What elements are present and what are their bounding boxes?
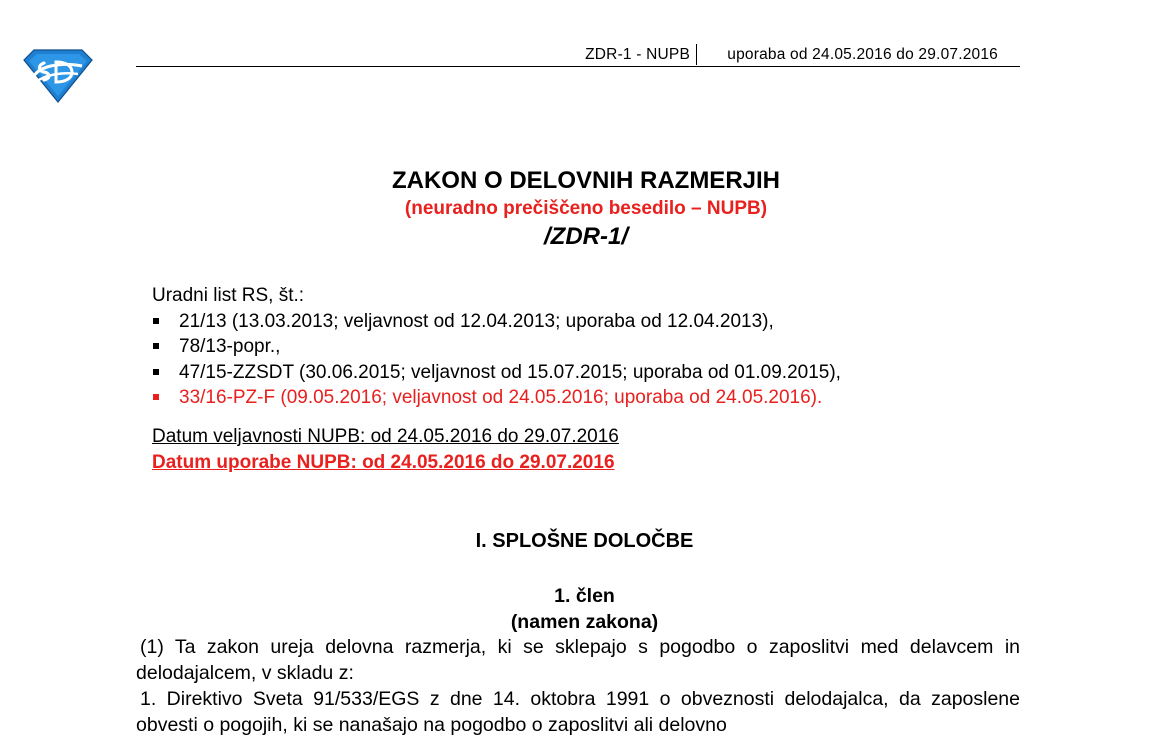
gazette-item	[152, 309, 1032, 335]
gazette-item-highlighted	[152, 385, 1032, 411]
gazette-item-text: 33/16-PZ-F (09.05.2016; veljavnost od 24.05.2016; uporaba od 24.05.2016).	[179, 387, 823, 408]
bullet-square-icon	[153, 343, 159, 349]
gazette-item	[152, 360, 1032, 386]
bullet-square-icon	[153, 394, 159, 400]
gazette-item-text: 78/13-popr.,	[179, 336, 281, 357]
header-doc-code: ZDR-1 - NUPB	[585, 46, 690, 63]
gazette-label: Uradni list RS, št.:	[152, 285, 305, 306]
header-separator	[696, 44, 698, 65]
bullet-square-icon	[153, 369, 159, 375]
article-body	[136, 634, 1020, 738]
nupb-dates	[152, 424, 619, 475]
article-paragraph: (1) Ta zakon ureja delovna razmerja, ki se sklepajo s pogodbo o zaposlitvi med delavcem in delodajalcem, v skladu z:	[136, 636, 1020, 684]
title-block	[0, 166, 1157, 252]
article-heading	[0, 583, 1157, 635]
law-title: ZAKON O DELOVNIH RAZMERJIH	[391, 167, 780, 194]
validity-date: Datum veljavnosti NUPB: od 24.05.2016 do 29.07.2016	[152, 426, 619, 447]
header-validity: uporaba od 24.05.2016 do 29.07.2016	[727, 46, 998, 63]
law-subtitle: (neuradno prečiščeno besedilo – NUPB)	[404, 198, 768, 219]
ius-software-logo-icon	[20, 46, 96, 106]
gazette-list	[152, 283, 1032, 411]
bullet-square-icon	[153, 318, 159, 324]
gazette-item	[152, 334, 1032, 360]
article-number: 1. člen	[554, 585, 615, 607]
running-header	[136, 44, 1020, 67]
gazette-item-text: 47/15-ZZSDT (30.06.2015; veljavnost od 15.07.2015; uporaba od 01.09.2015),	[179, 361, 841, 383]
gazette-item-text: 21/13 (13.03.2013; veljavnost od 12.04.2013; uporaba od 12.04.2013),	[179, 310, 774, 332]
law-abbreviation: /ZDR-1/	[544, 223, 628, 250]
article-name: (namen zakona)	[510, 611, 659, 633]
article-paragraph: 1. Direktivo Sveta 91/533/EGS z dne 14. oktobra 1991 o obveznosti delodajalca, da zaposlene obvesti o pogojih, ki se nanašajo na pogodbo o zaposlitvi ali delovno	[136, 688, 1020, 736]
use-date: Datum uporabe NUPB: od 24.05.2016 do 29.07.2016	[152, 451, 615, 473]
chapter-heading: I. SPLOŠNE DOLOČBE	[475, 530, 694, 552]
